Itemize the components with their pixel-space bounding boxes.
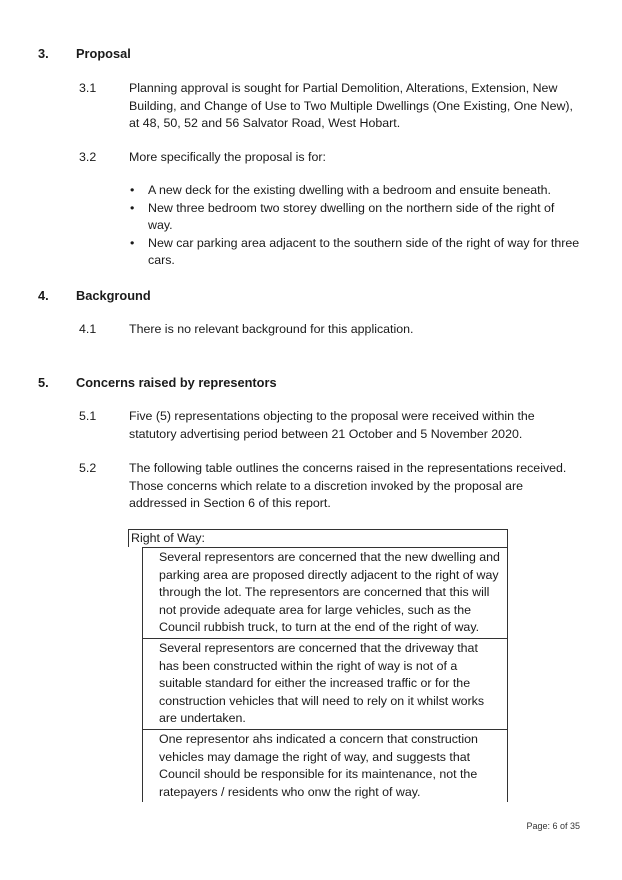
paragraph-number: 3.2 — [79, 150, 97, 164]
table-row: Several representors are concerned that the new dwelling and parking area are proposed directly adjacent to the right of way through the lot. The representors are concerned that this will not provide adequate area for large vehicles, such as the Council rubbish truck, to turn at the end of the right of way. — [143, 547, 507, 638]
section-title: Background — [76, 288, 151, 303]
paragraph-number: 5.2 — [79, 461, 97, 475]
table-header: Right of Way: — [128, 529, 508, 547]
paragraph-text: Five (5) representations objecting to the proposal were received within the statutory advertising period between 21 October and 5 November 2020. — [129, 409, 535, 441]
bullet-icon: • — [130, 200, 135, 215]
section-number: 5. — [38, 375, 49, 390]
concerns-table — [128, 529, 508, 802]
table-row: One representor ahs indicated a concern that construction vehicles may damage the right of way, and suggests that Council should be responsible for its maintenance, not the ratepayers / residents who onw the right of way. — [143, 729, 507, 802]
table-row: Several representors are concerned that the driveway that has been constructed within the right of way is not of a suitable standard for either the increased traffic or for the construction vehicles that will need to rely on it whilst works are undertaken. — [143, 638, 507, 729]
paragraph-number: 3.1 — [79, 81, 97, 95]
bullet-icon: • — [130, 235, 135, 250]
bullet-icon: • — [130, 183, 135, 197]
section-title: Concerns raised by representors — [76, 375, 277, 390]
table-body — [142, 547, 508, 802]
list-item — [130, 200, 580, 235]
paragraph-number: 4.1 — [79, 322, 97, 336]
paragraph-text: More specifically the proposal is for: — [129, 150, 326, 164]
list-item — [130, 235, 580, 270]
paragraph-text: Planning approval is sought for Partial Demolition, Alterations, Extension, New Building, and Change of Use to Two Multiple Dwellings (One Existing, One New), at 48, 50, 52 and 56 Salvator Road, West Hobart. — [129, 81, 573, 131]
page-number: Page: 6 of 35 — [526, 821, 580, 831]
proposal-bullet-list — [130, 182, 580, 270]
list-item-text: A new deck for the existing dwelling with a bedroom and ensuite beneath. — [148, 183, 551, 197]
paragraph-number: 5.1 — [79, 409, 97, 423]
section-number: 4. — [38, 288, 49, 303]
section-title: Proposal — [76, 46, 131, 61]
list-item — [130, 182, 580, 200]
paragraph-text: There is no relevant background for this application. — [129, 322, 414, 336]
section-number: 3. — [38, 46, 49, 61]
list-item-text: New three bedroom two storey dwelling on the northern side of the right of way. — [148, 200, 555, 233]
paragraph-text: The following table outlines the concerns raised in the representations received. Those concerns which relate to a discretion invoked by the proposal are addressed in Section 6 of this report. — [129, 461, 567, 511]
list-item-text: New car parking area adjacent to the southern side of the right of way for three cars. — [148, 235, 580, 268]
